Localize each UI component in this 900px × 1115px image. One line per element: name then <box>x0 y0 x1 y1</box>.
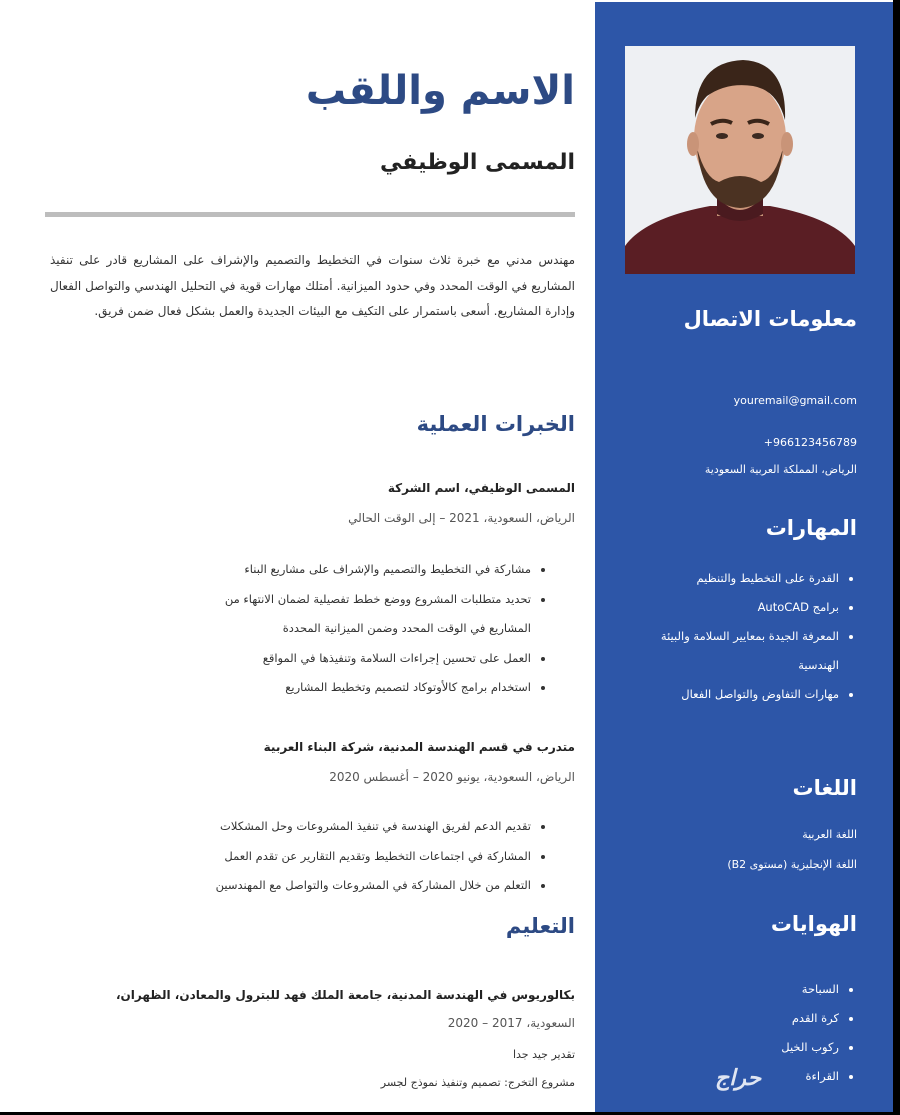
main-column <box>20 0 575 1112</box>
education-grade: تقدير جيد جدا <box>512 1048 575 1061</box>
job-1-bullets <box>225 555 547 703</box>
list-item: • استخدام برامج كالأوتوكاد لتصميم وتخطيط المشاريع <box>225 673 531 703</box>
language-english: اللغة الإنجليزية (مستوى B2) <box>727 858 857 871</box>
language-arabic: اللغة العربية <box>802 828 857 841</box>
list-item: • مهارات التفاوض والتواصل الفعال <box>619 680 839 709</box>
list-item: • المشاركة في اجتماعات التخطيط وتقديم التقارير عن تقدم العمل <box>216 842 531 872</box>
job-2-bullets <box>216 812 547 901</box>
education-heading: التعليم <box>505 914 575 938</box>
languages-heading: اللغات <box>792 776 857 800</box>
education-project: مشروع التخرج: تصميم وتنفيذ نموذج لجسر <box>380 1076 575 1089</box>
list-item: • ركوب الخيل <box>619 1033 839 1062</box>
contact-phone: +966123456789 <box>763 436 857 449</box>
list-item: • مشاركة في التخطيط والتصميم والإشراف على مشاريع البناء <box>225 555 531 585</box>
list-item: • تقديم الدعم لفريق الهندسة في تنفيذ المشروعات وحل المشكلات <box>216 812 531 842</box>
hobbies-heading: الهوايات <box>770 912 857 936</box>
job-1-meta: الرياض، السعودية، 2021 – إلى الوقت الحالي <box>348 511 575 525</box>
skills-heading: المهارات <box>765 516 857 540</box>
list-item: • تحديد متطلبات المشروع ووضع خطط تفصيلية لضمان الانتهاء من <box>225 585 531 615</box>
list-item: • القراءة <box>619 1062 839 1091</box>
contact-location: الرياض، المملكة العربية السعودية <box>704 463 857 476</box>
job-2-title: متدرب في قسم الهندسة المدنية، شركة البناء العربية <box>263 740 575 754</box>
contact-heading: معلومات الاتصال <box>683 307 857 331</box>
job-title: المسمى الوظيفي <box>380 150 575 175</box>
list-item: • برامج AutoCAD <box>619 593 839 622</box>
contact-email: youremail@gmail.com <box>733 394 857 407</box>
person-photo-icon <box>625 46 855 274</box>
list-item: • التعلم من خلال المشاركة في المشروعات والتواصل مع المهندسين <box>216 871 531 901</box>
summary-text: مهندس مدني مع خبرة ثلاث سنوات في التخطيط والتصميم والإشراف على المشاريع قادر على تنفيذ المشاريع في الوقت المحدد وفي حدود الميزانية. أمتلك مهارات قوية في التحليل الهندسي والتواصل الفعال وإدارة المشاريع. أسعى باستمرار على التكيف مع البيئات الجديدة والعمل بشكل فعال ضمن فريق. <box>50 253 575 318</box>
job-1-title: المسمى الوظيفي، اسم الشركة <box>387 481 575 495</box>
sidebar <box>595 2 893 1112</box>
job-2-meta: الرياض، السعودية، يونيو 2020 – أغسطس 2020 <box>329 770 575 784</box>
list-item: • المعرفة الجيدة بمعايير السلامة والبيئة الهندسية <box>619 622 839 680</box>
list-item: • كرة القدم <box>619 1004 839 1033</box>
experience-heading: الخبرات العملية <box>416 412 575 436</box>
list-item: • القدرة على التخطيط والتنظيم <box>619 564 839 593</box>
skills-list <box>619 564 857 709</box>
profile-photo <box>625 46 855 274</box>
watermark-logo: حراج <box>715 1066 762 1091</box>
header-divider <box>45 212 575 217</box>
education-dates: السعودية، 2017 – 2020 <box>447 1016 575 1030</box>
list-item: المشاريع في الوقت المحدد وضمن الميزانية المحددة <box>282 621 531 635</box>
education-degree: بكالوريوس في الهندسة المدنية، جامعة الملك فهد للبترول والمعادن، الظهران، <box>116 988 575 1002</box>
person-name: الاسم واللقب <box>305 68 575 114</box>
list-item: • السباحة <box>619 975 839 1004</box>
list-item: • العمل على تحسين إجراءات السلامة وتنفيذها في المواقع <box>225 644 531 674</box>
